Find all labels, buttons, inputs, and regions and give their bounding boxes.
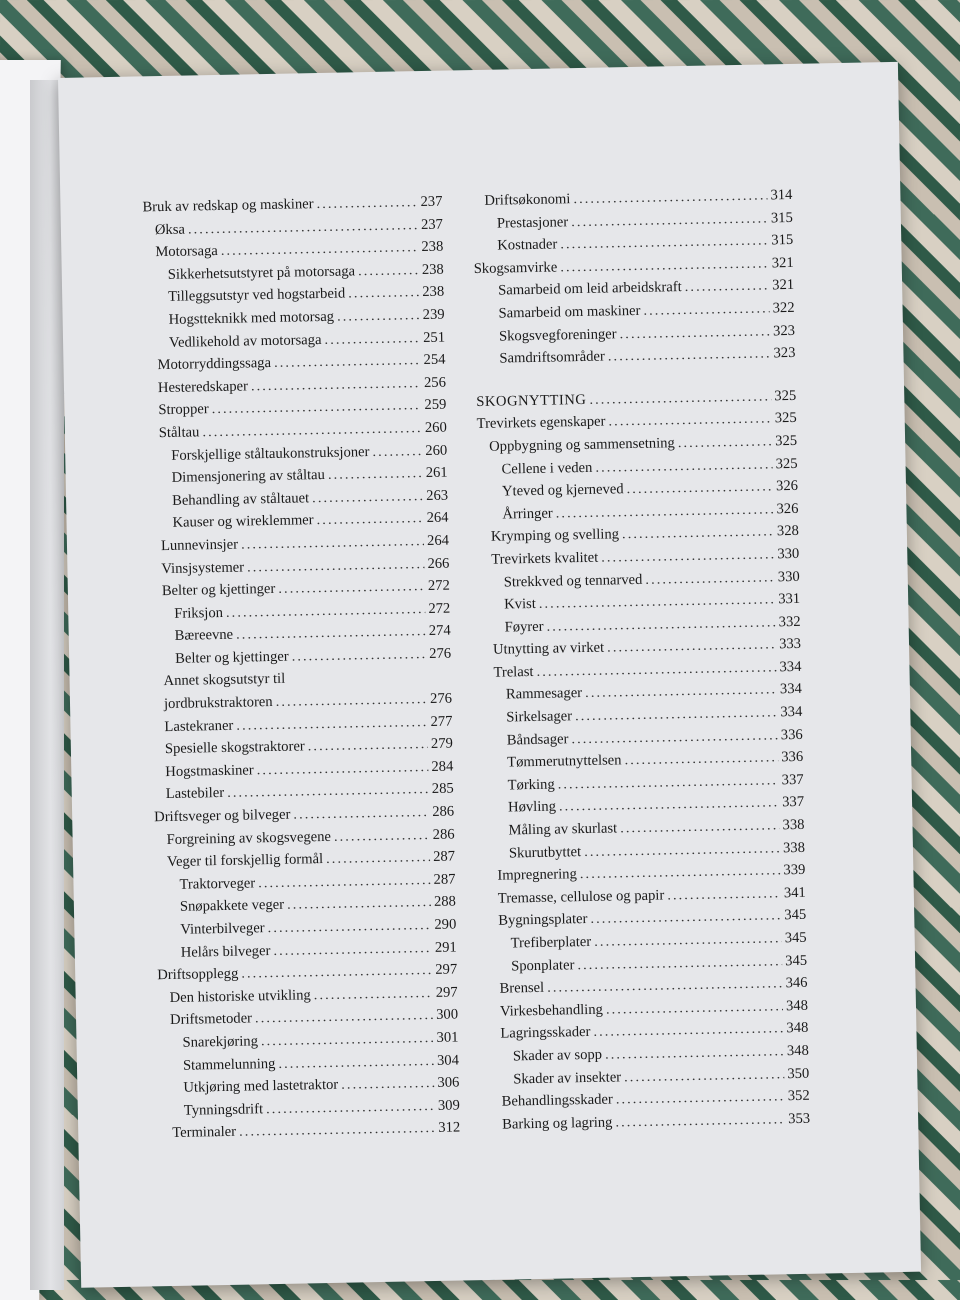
- toc-entry-page: 345: [784, 929, 807, 947]
- toc-entry-title: Oppbygning og sammensetning: [489, 435, 675, 455]
- toc-entry-page: 312: [438, 1119, 461, 1137]
- toc-entry-title: Brensel: [499, 980, 545, 997]
- toc-entry-title: Motorsaga: [155, 243, 218, 261]
- toc-entry-page: 341: [783, 884, 806, 902]
- toc-entry-title: Behandlingsskader: [501, 1091, 613, 1110]
- toc-entry-title: Barking og lagring: [502, 1114, 613, 1133]
- dot-leader: [341, 1072, 435, 1096]
- toc-entry-title: Driftsøkonomi: [484, 191, 571, 209]
- toc-entry-title: Skurutbyttet: [508, 843, 582, 862]
- toc-entry-title: Lastebiler: [165, 785, 225, 803]
- toc-entry-page: 291: [434, 939, 457, 956]
- dot-leader: [622, 521, 774, 547]
- toc-entry-page: 330: [777, 545, 800, 563]
- toc-entry-title: Måling av skurlast: [508, 820, 618, 839]
- dot-leader: [239, 1117, 436, 1143]
- toc-entry-title: Bruk av redskap og maskiner: [142, 196, 314, 216]
- toc-entry-page: 285: [431, 780, 454, 798]
- toc-entry-page: 330: [777, 568, 800, 585]
- toc-entry-page: 237: [420, 216, 444, 233]
- toc-entry: [490, 1108, 810, 1137]
- toc-entry-page: 325: [774, 387, 797, 405]
- toc-entry-title: Trevirkets egenskaper: [476, 413, 606, 433]
- toc-entry-page: 279: [430, 735, 454, 753]
- dot-leader: [667, 882, 781, 907]
- toc-entry-title: Kvist: [504, 596, 536, 613]
- toc-entry-page: 314: [770, 186, 793, 204]
- toc-entry-page: 321: [771, 254, 794, 272]
- toc-entry-page: 315: [771, 232, 794, 249]
- toc-entry-title: Stammelunning: [182, 1055, 276, 1074]
- toc-entry-page: 348: [786, 1020, 809, 1037]
- toc-entry-title: Lunnevinsjer: [160, 536, 239, 555]
- toc-entry-title: Tynningsdrift: [183, 1101, 264, 1119]
- dot-leader: [258, 869, 431, 895]
- toc-entry-title: Annet skogsutstyr til: [163, 671, 286, 690]
- toc-entry-page: 239: [422, 306, 445, 324]
- toc-entry-title: Samarbeid om leid arbeidskraft: [498, 279, 682, 299]
- toc-entry-page: 325: [775, 455, 798, 472]
- dot-leader: [326, 846, 430, 871]
- toc-entry-title: Spesielle skogstraktorer: [164, 738, 305, 758]
- dot-leader: [316, 191, 417, 216]
- toc-entry-page: 339: [783, 862, 806, 879]
- dot-leader: [293, 801, 429, 826]
- toc-entry-title: Føyrer: [504, 618, 544, 636]
- toc-entry-title: Yteved og kjerneved: [501, 481, 624, 500]
- toc-entry-page: 334: [779, 658, 802, 676]
- toc-entry-page: 304: [436, 1052, 460, 1069]
- toc-entry-title: Kauser og wireklemmer: [172, 512, 314, 532]
- toc-entry-title: Rammesager: [505, 685, 583, 703]
- toc-entry-title: Belter og kjettinger: [175, 648, 289, 667]
- toc-entry-page: 353: [788, 1110, 811, 1127]
- toc-entry-title: Årringer: [502, 505, 553, 523]
- toc-entry-page: 325: [775, 432, 798, 450]
- toc-entry-title: Høvling: [507, 799, 557, 816]
- toc-entry-page: 315: [770, 209, 793, 226]
- toc-entry-page: 336: [781, 749, 804, 766]
- toc-entry-title: Helårs bilveger: [180, 942, 271, 961]
- toc-entry-page: 338: [782, 839, 806, 856]
- toc-entry-page: 254: [423, 351, 446, 369]
- toc-entry-page: 256: [423, 374, 447, 391]
- toc-entry-page: 287: [433, 871, 456, 888]
- toc-entry-page: 237: [420, 193, 443, 211]
- toc-entry-title: Sikkerhetsutstyret på motorsaga: [167, 263, 356, 283]
- dot-leader: [316, 507, 423, 532]
- dot-leader: [307, 733, 428, 758]
- toc-entry-page: 286: [432, 826, 455, 843]
- toc-entry-title: Terminaler: [172, 1124, 237, 1142]
- toc-entry-page: 334: [779, 681, 803, 698]
- toc-entry-page: 325: [774, 410, 797, 427]
- dot-leader: [328, 462, 423, 486]
- dot-leader: [608, 408, 772, 434]
- toc-entry-title: Belter og kjettinger: [161, 581, 276, 600]
- toc-entry-page: 346: [785, 974, 808, 992]
- toc-entry-page: 290: [434, 916, 457, 933]
- toc-entry-title: Impregnering: [497, 866, 577, 884]
- dot-leader: [334, 824, 430, 848]
- dot-leader: [678, 430, 773, 454]
- toc-entry-page: 259: [424, 396, 447, 414]
- toc-left-column: [130, 191, 460, 1146]
- toc-entry-page: 333: [778, 636, 802, 653]
- toc-entry-page: 264: [426, 509, 449, 527]
- toc-entry-title: jordbrukstraktoren: [163, 694, 273, 713]
- toc-entry-title: Behandling av ståltauet: [171, 489, 310, 509]
- toc-entry-page: 276: [429, 690, 453, 708]
- toc-entry-page: 336: [780, 726, 803, 743]
- dot-leader: [619, 320, 770, 345]
- toc-entry-title: Hesteredskaper: [157, 378, 249, 396]
- toc-entry-title: Motorryddingssaga: [157, 355, 272, 374]
- toc-entry-page: 266: [427, 555, 450, 572]
- toc-entry-page: 321: [772, 277, 795, 294]
- toc-entry-title: Driftsmetoder: [169, 1010, 253, 1029]
- dot-leader: [348, 281, 420, 305]
- dot-leader: [643, 297, 770, 322]
- toc-entry-page: 338: [782, 816, 805, 834]
- toc-entry-title: Trevirkets kvalitet: [491, 549, 599, 568]
- toc-entry-title: Bæreevne: [174, 627, 234, 645]
- toc-entry-page: 331: [778, 590, 801, 608]
- toc-entry-title: Forskjellige ståltaukonstruksjoner: [171, 443, 370, 464]
- dot-leader: [267, 914, 431, 940]
- toc-entry-page: 263: [426, 487, 449, 504]
- toc-entry-title: Den historiske utvikling: [169, 987, 311, 1006]
- toc-entry-title: Skader av insekter: [513, 1068, 622, 1088]
- dot-leader: [274, 349, 421, 374]
- dot-leader: [278, 1050, 434, 1076]
- toc-entry-page: 297: [435, 961, 458, 979]
- toc-entry-page: 274: [428, 622, 451, 640]
- toc-entry: [148, 1117, 460, 1146]
- toc-entry-title: Hogstmaskiner: [165, 762, 254, 780]
- toc-entry-page: 287: [432, 848, 456, 866]
- toc-entry-title: Kostnader: [497, 236, 558, 254]
- toc-entry-page: 345: [785, 952, 808, 969]
- toc-entry-title: Skogsamvirke: [473, 259, 558, 277]
- toc-entry-title: Snarekjøring: [182, 1033, 259, 1051]
- toc-entry-title: Dimensjonering av ståltau: [171, 467, 326, 487]
- toc-entry-title: Ståltau: [158, 424, 200, 442]
- toc-right-column: [472, 184, 810, 1136]
- dot-leader: [278, 575, 425, 600]
- dot-leader: [607, 634, 776, 660]
- toc-entry-title: Stropper: [158, 401, 209, 419]
- dot-leader: [620, 814, 780, 840]
- toc-entry-title: Veger til forskjellig formål: [166, 851, 324, 871]
- toc-entry-page: 238: [422, 284, 445, 301]
- toc-entry-page: 300: [436, 1006, 459, 1024]
- toc-entry-title: Trelast: [493, 663, 534, 681]
- toc-entry-title: Snøpakkete veger: [179, 897, 285, 916]
- dot-leader: [287, 891, 431, 916]
- toc-entry-page: 334: [780, 703, 803, 721]
- toc-entry-title: SKOGNYTTING: [476, 391, 587, 410]
- toc-entry-title: Traktorveger: [179, 875, 256, 893]
- toc-entry-title: Forgreining av skogsvegene: [166, 828, 332, 848]
- toc-entry-title: Vinsjsystemer: [161, 559, 245, 577]
- dot-leader: [626, 475, 773, 500]
- toc-entry-page: 345: [784, 907, 807, 924]
- toc-entry-page: 309: [437, 1097, 460, 1114]
- toc-entry-title: Tilleggsutstyr ved hogstarbeid: [168, 285, 346, 306]
- toc-entry-page: 352: [787, 1087, 810, 1105]
- toc-entry-title: Samdriftsområder: [499, 348, 605, 367]
- toc-entry-page: 322: [772, 299, 795, 317]
- toc-entry-title: Utkjøring med lastetraktor: [183, 1076, 339, 1096]
- toc-entry-title: Sirkelsager: [506, 708, 573, 726]
- toc-entry-page: 288: [433, 893, 457, 911]
- toc-entry-page: 337: [781, 771, 804, 789]
- dot-leader: [291, 643, 426, 668]
- toc-entry-title: Hogstteknikk med motorsag: [168, 308, 335, 328]
- toc-entry-page: 238: [421, 261, 444, 278]
- dot-leader: [314, 982, 433, 1007]
- dot-leader: [261, 1027, 434, 1053]
- book-binding: [30, 80, 64, 1290]
- toc-entry-page: 326: [776, 500, 799, 518]
- toc-entry-title: Vinterbilveger: [180, 920, 265, 938]
- toc-entry-title: Båndsager: [506, 730, 569, 749]
- dot-leader: [312, 485, 424, 510]
- toc-entry-page: 272: [427, 577, 450, 595]
- toc-entry-page: 297: [435, 984, 458, 1001]
- toc-entry-title: Tørking: [507, 776, 555, 794]
- toc-entry-title: Krymping og svelling: [490, 526, 620, 546]
- toc-entry-page: 238: [421, 238, 444, 256]
- toc-entry-title: Bygningsplater: [498, 911, 588, 930]
- book-page: [58, 62, 921, 1288]
- toc-entry-page: 284: [431, 758, 454, 775]
- dot-leader: [608, 343, 771, 369]
- toc-entry-title: Skader av sopp: [512, 1046, 603, 1065]
- toc-entry-page: 348: [785, 997, 809, 1014]
- toc-entry-title: Tømmerutnyttelsen: [507, 752, 622, 771]
- toc-entry-page: 323: [772, 322, 796, 339]
- dot-leader: [256, 756, 428, 782]
- dot-leader: [275, 688, 427, 713]
- dot-leader: [624, 747, 778, 773]
- dot-leader: [288, 680, 448, 683]
- dot-leader: [266, 1095, 435, 1121]
- toc-entry-page: 276: [429, 645, 452, 662]
- toc-entry-title: Skogsvegforeninger: [498, 325, 617, 345]
- toc-entry-page: 277: [430, 713, 453, 730]
- toc-entry-title: Driftsveger og bilveger: [154, 806, 291, 826]
- toc-entry-title: Driftsopplegg: [157, 965, 239, 984]
- toc-entry-page: 264: [426, 532, 450, 549]
- dot-leader: [624, 1063, 785, 1089]
- toc-entry-title: Utnytting av virket: [492, 639, 605, 659]
- toc-entry-title: Virkesbehandling: [499, 1001, 604, 1020]
- toc-entry-title: Cellene i veden: [501, 459, 593, 478]
- toc-entry-page: 286: [432, 803, 455, 820]
- toc-entry-title: Lastekraner: [164, 717, 234, 735]
- toc-entry-title: Øksa: [154, 221, 186, 238]
- toc-entry-title: Vedlikehold av motorsaga: [168, 331, 322, 351]
- dot-leader: [337, 304, 420, 328]
- toc-entry-page: 272: [428, 600, 451, 617]
- dot-leader: [372, 440, 422, 464]
- dot-leader: [685, 275, 770, 299]
- dot-leader: [615, 1108, 785, 1134]
- toc-entry-page: 328: [776, 523, 799, 540]
- dot-leader: [601, 543, 775, 569]
- toc-entry-title: Strekkved og tennarved: [503, 571, 643, 591]
- toc-entry-title: Sponplater: [510, 956, 575, 975]
- toc-entry-page: 326: [775, 477, 799, 495]
- toc-entry-title: Trefiberplater: [510, 933, 592, 952]
- toc-entry-page: 337: [782, 794, 805, 811]
- dot-leader: [358, 259, 419, 283]
- toc-entry-page: 350: [787, 1065, 810, 1082]
- toc-entry-page: 323: [773, 345, 796, 362]
- dot-leader: [645, 566, 775, 591]
- dot-leader: [273, 937, 432, 963]
- toc-entry-title: Friksjon: [174, 604, 224, 622]
- toc-entry-page: 260: [425, 442, 448, 459]
- toc-entry-page: 306: [437, 1074, 460, 1092]
- toc-entry-page: 332: [778, 613, 801, 630]
- dot-leader: [251, 372, 422, 398]
- toc-entry-page: 261: [425, 464, 448, 482]
- toc-entry-page: 348: [786, 1042, 809, 1060]
- toc-entry-title: Prestasjoner: [496, 213, 569, 232]
- dot-leader: [616, 1085, 785, 1111]
- toc-entry-title: Lagringsskader: [500, 1024, 591, 1043]
- toc-entry-page: 251: [423, 329, 446, 346]
- toc-entry-page: 260: [424, 419, 447, 436]
- dot-leader: [324, 327, 420, 351]
- toc-entry-title: Tremasse, cellulose og papir: [497, 887, 665, 907]
- toc-entry-page: 301: [436, 1029, 459, 1046]
- toc-entry-title: Samarbeid om maskiner: [498, 302, 641, 322]
